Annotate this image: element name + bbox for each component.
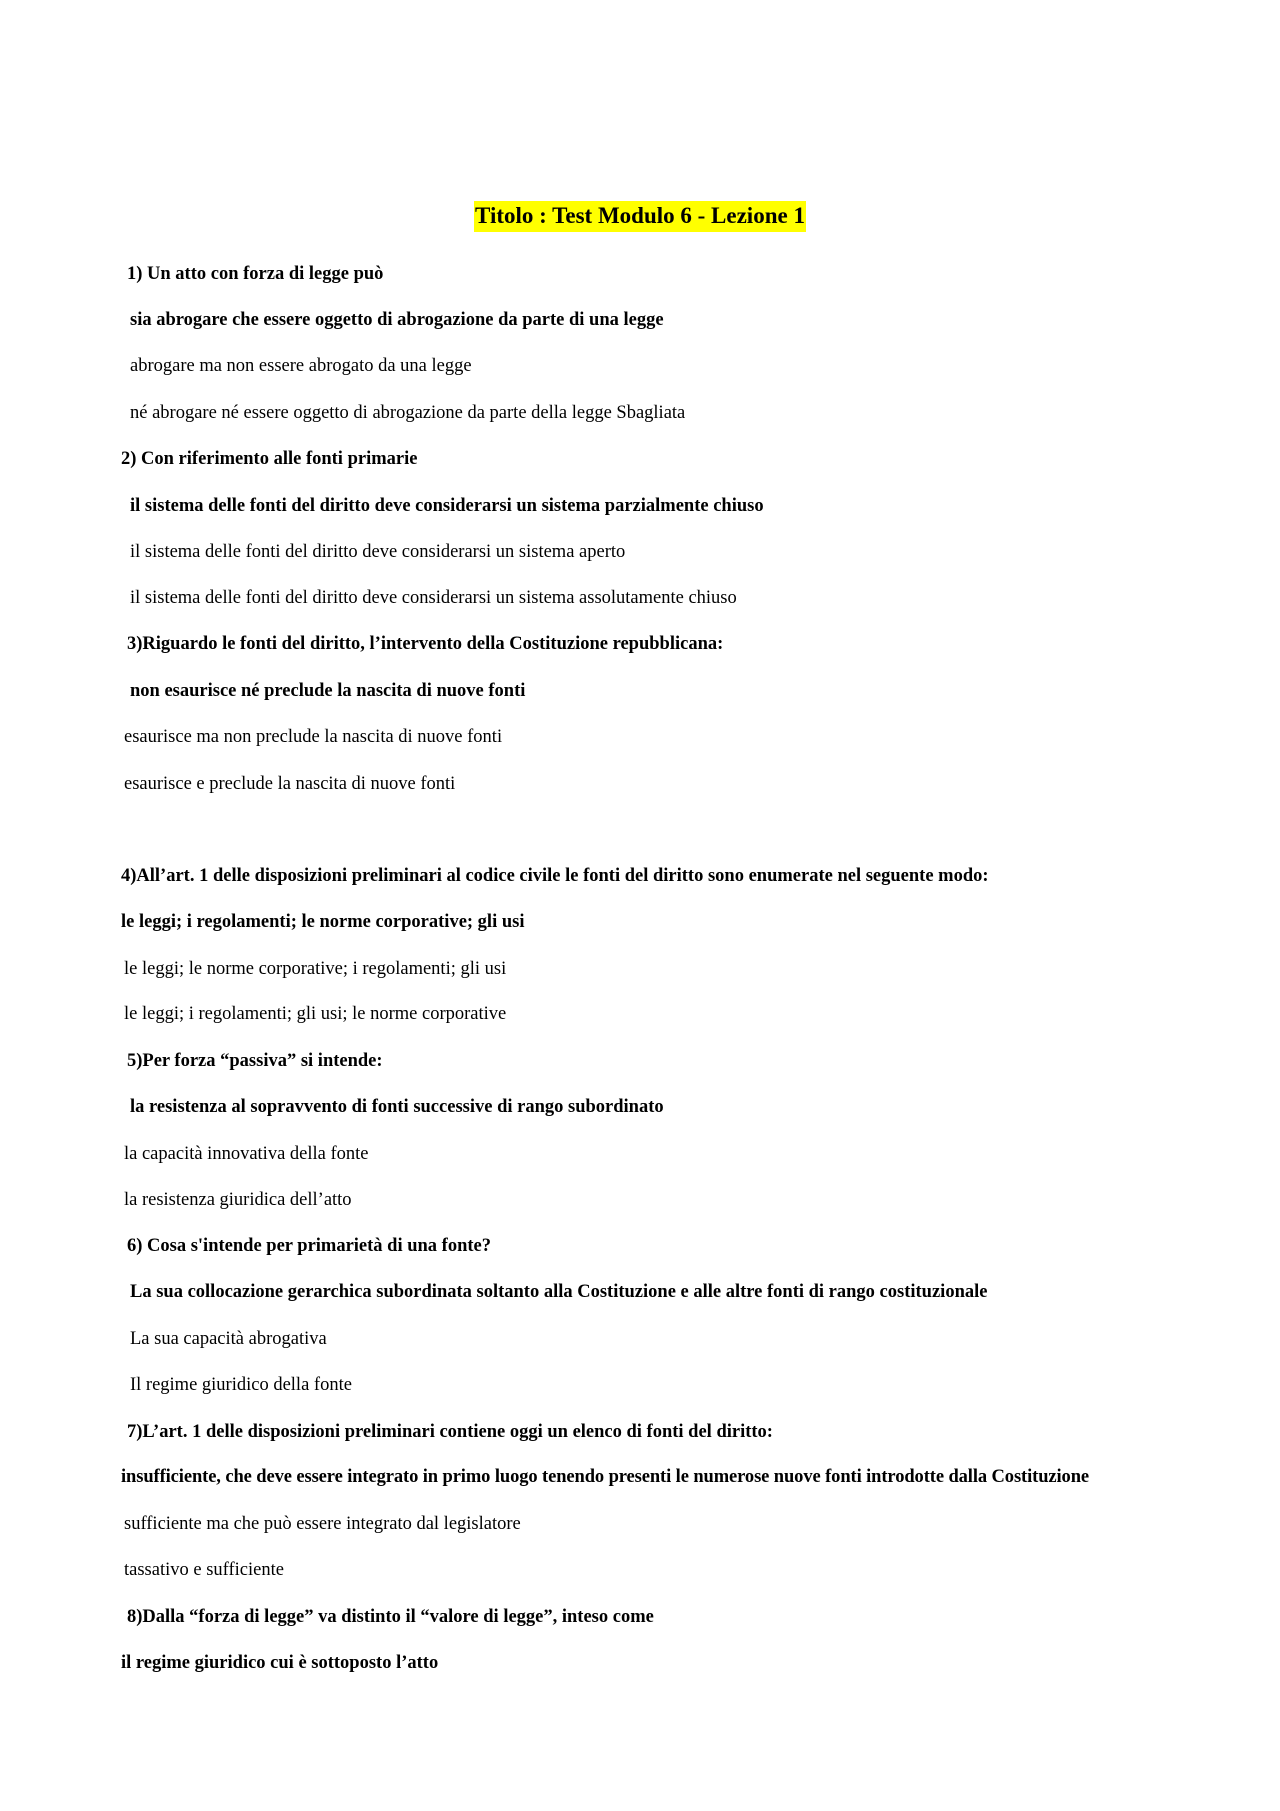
answer-3a-correct: non esaurisce né preclude la nascita di nuove fonti [130, 681, 526, 701]
answer-7a-correct: insufficiente, che deve essere integrato in primo luogo tenendo presenti le numerose nuove fonti introdotte dalla Costituzione [121, 1467, 1090, 1487]
answer-2a-correct: il sistema delle fonti del diritto deve considerarsi un sistema parzialmente chiuso [130, 496, 764, 516]
question-8: 8)Dalla “forza di legge” va distinto il “valore di legge”, inteso come [127, 1607, 654, 1627]
answer-8a-correct: il regime giuridico cui è sottoposto l’atto [121, 1653, 439, 1673]
answer-1b: abrogare ma non essere abrogato da una legge [130, 356, 472, 376]
question-2: 2) Con riferimento alle fonti primarie [121, 449, 418, 469]
answer-1a-correct: sia abrogare che essere oggetto di abrogazione da parte di una legge [130, 310, 664, 330]
answer-2c: il sistema delle fonti del diritto deve considerarsi un sistema assolutamente chiuso [130, 588, 737, 608]
answer-6c: Il regime giuridico della fonte [130, 1375, 352, 1395]
answer-6a-correct: La sua collocazione gerarchica subordinata soltanto alla Costituzione e alle altre fonti di rango costituzionale [130, 1282, 988, 1302]
question-6: 6) Cosa s'intende per primarietà di una fonte? [127, 1236, 492, 1256]
answer-5a-correct: la resistenza al sopravvento di fonti successive di rango subordinato [130, 1097, 664, 1117]
answer-3c: esaurisce e preclude la nascita di nuove fonti [124, 774, 456, 794]
question-4: 4)All’art. 1 delle disposizioni preliminari al codice civile le fonti del diritto sono enumerate nel seguente modo: [121, 866, 989, 886]
page-title-text: Titolo : Test Modulo 6 - Lezione 1 [474, 201, 806, 232]
answer-4a-correct: le leggi; i regolamenti; le norme corporative; gli usi [121, 912, 525, 932]
question-7: 7)L’art. 1 delle disposizioni preliminari contiene oggi un elenco di fonti del diritto: [127, 1422, 773, 1442]
question-5: 5)Per forza “passiva” si intende: [127, 1051, 383, 1071]
answer-7c: tassativo e sufficiente [124, 1560, 284, 1580]
answer-3b: esaurisce ma non preclude la nascita di nuove fonti [124, 727, 503, 747]
answer-4b: le leggi; le norme corporative; i regolamenti; gli usi [124, 959, 507, 979]
answer-1c: né abrogare né essere oggetto di abrogazione da parte della legge Sbagliata [130, 403, 686, 423]
answer-5b: la capacità innovativa della fonte [124, 1144, 369, 1164]
answer-4c: le leggi; i regolamenti; gli usi; le norme corporative [124, 1004, 507, 1024]
question-3: 3)Riguardo le fonti del diritto, l’intervento della Costituzione repubblicana: [127, 634, 724, 654]
answer-6b: La sua capacità abrogativa [130, 1329, 327, 1349]
page-title [0, 201, 1280, 231]
question-1: 1) Un atto con forza di legge può [127, 264, 384, 284]
answer-5c: la resistenza giuridica dell’atto [124, 1190, 352, 1210]
answer-2b: il sistema delle fonti del diritto deve considerarsi un sistema aperto [130, 542, 626, 562]
answer-7b: sufficiente ma che può essere integrato dal legislatore [124, 1514, 521, 1534]
